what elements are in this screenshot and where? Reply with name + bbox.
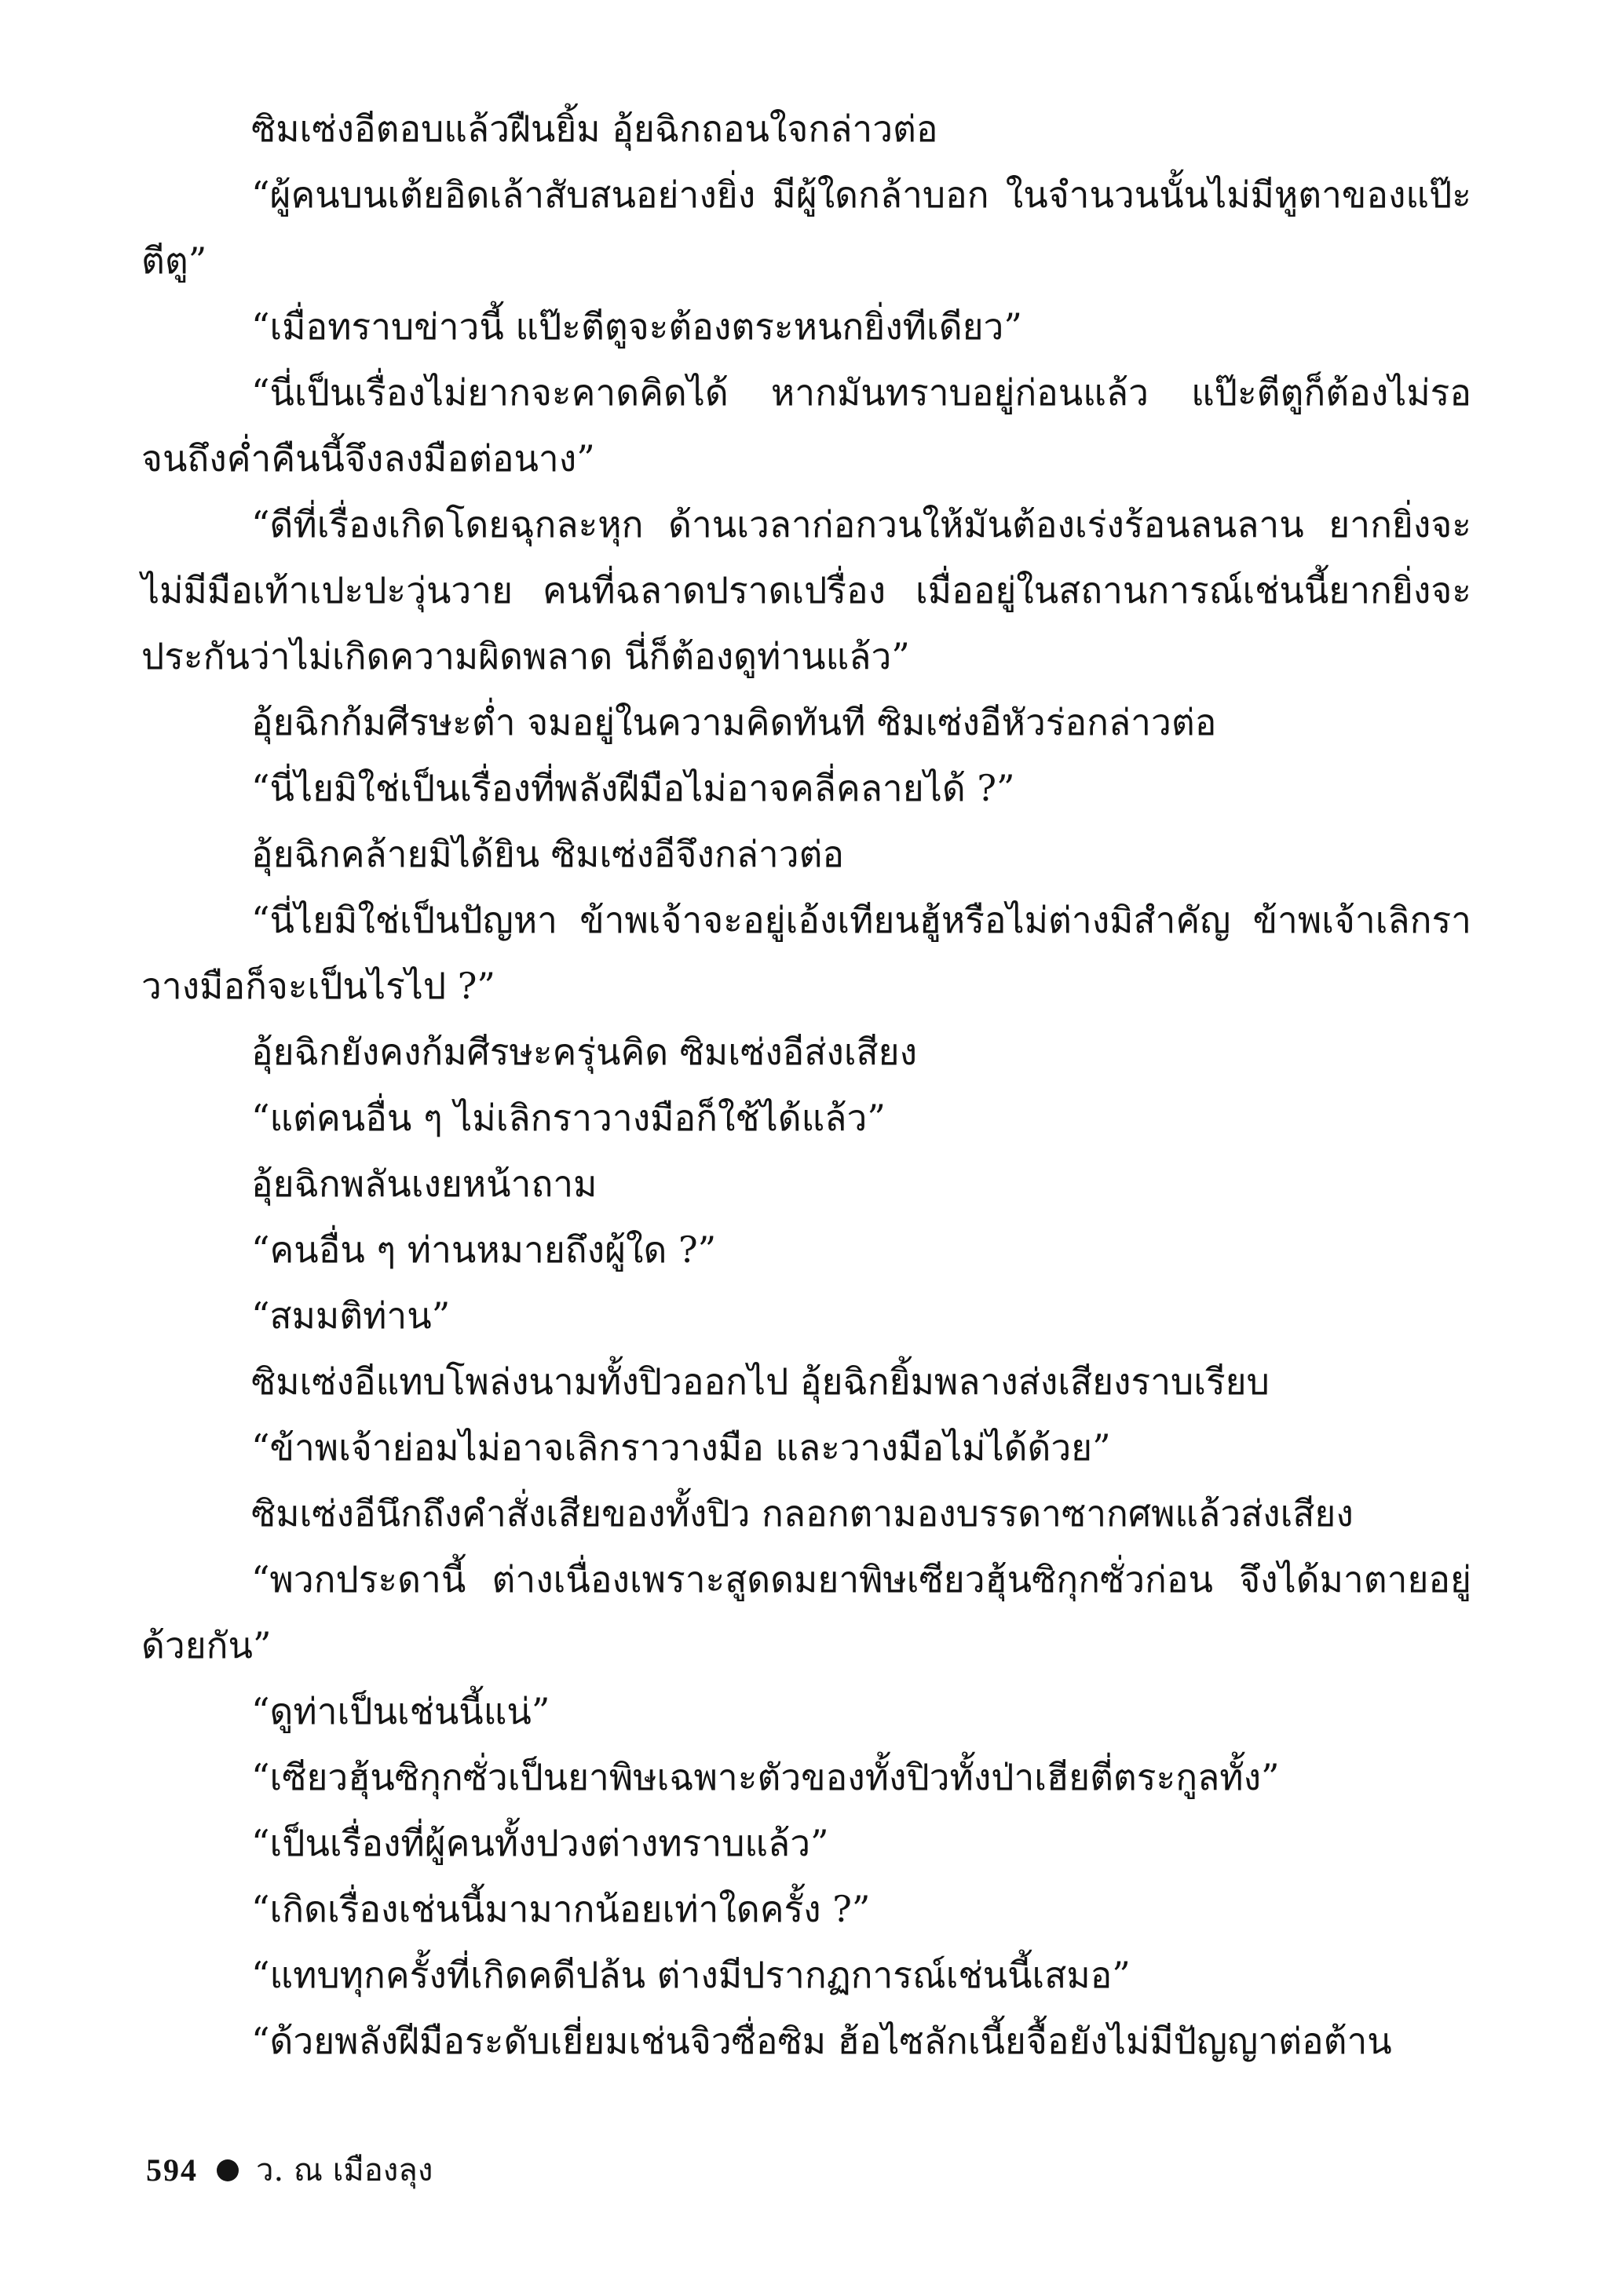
- paragraph: “นี่ไยมิใช่เป็นเรื่องที่พลังฝีมือไม่อาจคลี่คลายได้ ?”: [251, 767, 1015, 809]
- paragraph: “สมมติท่าน”: [251, 1294, 451, 1337]
- paragraph: “นี่ไยมิใช่เป็นปัญหา ข้าพเจ้าจะอยู่เอ้งเทียนฮู้หรือไม่ต่างมิสำคัญ ข้าพเจ้าเลิกราวางมือก็จะเป็นไรไป ?”: [141, 899, 1471, 1007]
- page-text: [141, 96, 1471, 2074]
- paragraph: “แทบทุกครั้งที่เกิดคดีปล้น ต่างมีปรากฏการณ์เช่นนี้เสมอ”: [251, 1954, 1131, 1996]
- author-name: ว. ณ เมืองลุง: [256, 2152, 433, 2188]
- paragraph: ซิมเซ่งอีตอบแล้วฝืนยิ้ม อุ้ยฉิกถอนใจกล่าวต่อ: [251, 108, 938, 150]
- bullet-icon: [217, 2159, 239, 2181]
- paragraph: อุ้ยฉิกยังคงก้มศีรษะครุ่นคิด ซิมเซ่งอีส่งเสียง: [251, 1031, 918, 1073]
- paragraph: “ข้าพเจ้าย่อมไม่อาจเลิกราวางมือ และวางมือไม่ได้ด้วย”: [251, 1426, 1111, 1469]
- paragraph: “เกิดเรื่องเช่นนี้มามากน้อยเท่าใดครั้ง ?”: [251, 1888, 871, 1930]
- paragraph: อุ้ยฉิกก้มศีรษะต่ำ จมอยู่ในความคิดทันที ซิมเซ่งอีหัวร่อกล่าวต่อ: [251, 701, 1217, 743]
- page-footer: [146, 2147, 433, 2194]
- paragraph: “เซียวฮุ้นซิกุกซั่วเป็นยาพิษเฉพาะตัวของทั้งปิวทั้งป่าเฮียตี่ตระกูลทั้ง”: [251, 1756, 1280, 1798]
- paragraph: อุ้ยฉิกพลันเงยหน้าถาม: [251, 1163, 598, 1205]
- paragraph: “นี่เป็นเรื่องไม่ยากจะคาดคิดได้ หากมันทราบอยู่ก่อนแล้ว แป๊ะตีตูก็ต้องไม่รอจนถึงค่ำคืนนี้จึงลงมือต่อนาง”: [141, 371, 1471, 480]
- paragraph: “เป็นเรื่องที่ผู้คนทั้งปวงต่างทราบแล้ว”: [251, 1822, 829, 1864]
- paragraph: “แต่คนอื่น ๆ ไม่เลิกราวางมือก็ใช้ได้แล้ว”: [251, 1097, 886, 1139]
- paragraph: “พวกประดานี้ ต่างเนื่องเพราะสูดดมยาพิษเซียวฮุ้นซิกุกซั่วก่อน จึงได้มาตายอยู่ด้วยกัน”: [141, 1558, 1471, 1666]
- paragraph: “ดูท่าเป็นเช่นนี้แน่”: [251, 1690, 550, 1732]
- paragraph: “ด้วยพลังฝีมือระดับเยี่ยมเช่นจิวซื่อซิม ฮ้อไซลักเนี้ยจื้อยังไม่มีปัญญาต่อต้าน: [251, 2020, 1392, 2062]
- paragraph: “ดีที่เรื่องเกิดโดยฉุกละหุก ด้านเวลาก่อกวนให้มันต้องเร่งร้อนลนลาน ยากยิ่งจะไม่มีมือเท้าเปะปะวุ่นวาย คนที่ฉลาดปราดเปรื่อง เมื่ออยู่ในสถานการณ์เช่นนี้ยากยิ่งจะประกันว่าไม่เกิดความผิดพลาด นี่ก็ต้องดูท่านแล้ว”: [141, 503, 1471, 677]
- page-number: 594: [146, 2152, 198, 2188]
- paragraph: “ผู้คนบนเต้ยอิดเล้าสับสนอย่างยิ่ง มีผู้ใดกล้าบอก ในจำนวนนั้นไม่มีหูตาของแป๊ะตีตู”: [141, 173, 1471, 282]
- paragraph: “คนอื่น ๆ ท่านหมายถึงผู้ใด ?”: [251, 1228, 717, 1271]
- paragraph: ซิมเซ่งอีแทบโพล่งนามทั้งปิวออกไป อุ้ยฉิกยิ้มพลางส่งเสียงราบเรียบ: [251, 1360, 1270, 1403]
- paragraph: “เมื่อทราบข่าวนี้ แป๊ะตีตูจะต้องตระหนกยิ่งทีเดียว”: [251, 305, 1022, 348]
- paragraph: ซิมเซ่งอีนึกถึงคำสั่งเสียของทั้งปิว กลอกตามองบรรดาซากศพแล้วส่งเสียง: [251, 1492, 1354, 1535]
- paragraph: อุ้ยฉิกคล้ายมิได้ยิน ซิมเซ่งอีจึงกล่าวต่อ: [251, 833, 845, 875]
